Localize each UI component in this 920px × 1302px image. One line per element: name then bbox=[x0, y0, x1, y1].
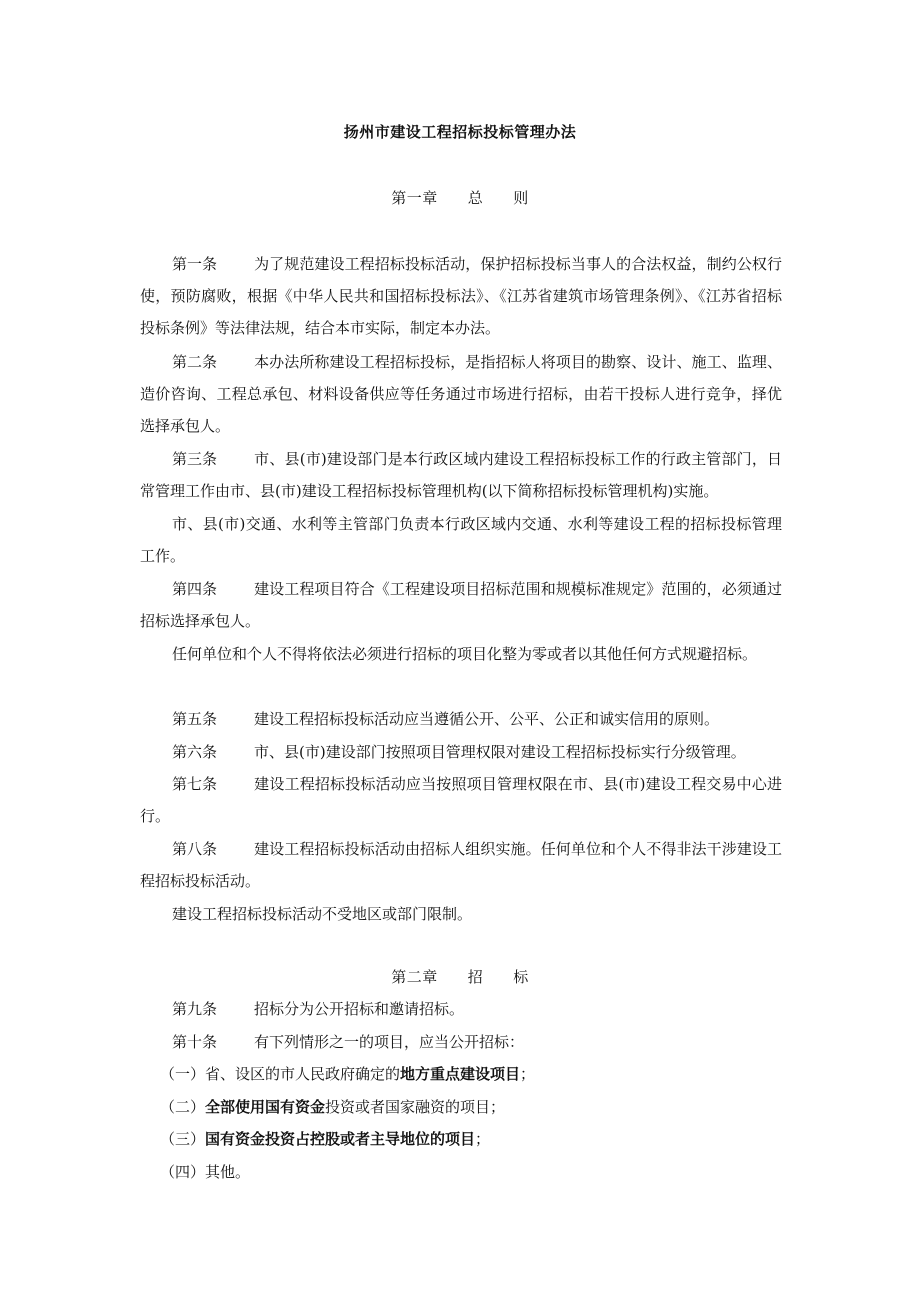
list-item-text-end: ； bbox=[475, 1130, 491, 1148]
article-number: 第八条 bbox=[172, 840, 218, 858]
chapter-2-heading bbox=[0, 966, 920, 987]
list-item-bold: 地方重点建设项目 bbox=[400, 1065, 521, 1083]
list-item-text: （一）省、设区的市人民政府确定的 bbox=[160, 1065, 401, 1083]
article-8 bbox=[140, 833, 782, 897]
chapter-2-title-part2: 标 bbox=[513, 968, 529, 986]
article-text: 为了规范建设工程招标投标活动，保护招标投标当事人的合法权益，制约公权行使，预防腐败，根据《中华人民共和国招标投标法》、《江苏省建筑市场管理条例》、《江苏省招标投标条例》等法律法规，结合本市实际，制定本办法。 bbox=[140, 255, 782, 337]
article-text: 建设工程招标投标活动由招标人组织实施。任何单位和个人不得非法干涉建设工程招标投标活动。 bbox=[140, 840, 782, 890]
article-3 bbox=[140, 443, 782, 507]
article-text: 有下列情形之一的项目，应当公开招标： bbox=[254, 1033, 525, 1051]
article-number: 第一条 bbox=[172, 255, 218, 273]
article-text: 本办法所称建设工程招标投标，是指招标人将项目的勘察、设计、施工、监理、造价咨询、工程总承包、材料设备供应等任务通过市场进行招标，由若干投标人进行竞争，择优选择承包人。 bbox=[140, 353, 782, 435]
article-4-paragraph-2: 任何单位和个人不得将依法必须进行招标的项目化整为零或者以其他任何方式规避招标。 bbox=[172, 645, 758, 663]
article-text: 市、县(市)建设部门按照项目管理权限对建设工程招标投标实行分级管理。 bbox=[254, 743, 746, 761]
article-text: 建设工程招标投标活动应当按照项目管理权限在市、县(市)建设工程交易中心进行。 bbox=[140, 775, 782, 825]
article-text: 市、县(市)建设部门是本行政区域内建设工程招标投标工作的行政主管部门，日常管理工作由市、县(市)建设工程招标投标管理机构(以下简称招标投标管理机构)实施。 bbox=[140, 450, 782, 500]
article-number: 第六条 bbox=[172, 743, 218, 761]
document-title: 扬州市建设工程招标投标管理办法 bbox=[343, 123, 577, 141]
article-3-paragraph-2: 市、县(市)交通、水利等主管部门负责本行政区域内交通、水利等建设工程的招标投标管理工作。 bbox=[140, 515, 782, 565]
article-4 bbox=[140, 573, 782, 637]
list-item-bold: 国有资金投资占控股或者主导地位的项目 bbox=[205, 1130, 476, 1148]
article-text: 招标分为公开招标和邀请招标。 bbox=[254, 1000, 465, 1018]
list-item-1 bbox=[160, 1058, 535, 1090]
chapter-1-title-part2: 则 bbox=[513, 189, 529, 207]
list-item-text-end: ； bbox=[520, 1065, 536, 1083]
article-number: 第二条 bbox=[172, 353, 218, 371]
article-5 bbox=[140, 703, 782, 735]
chapter-2-title-part1: 招 bbox=[467, 968, 484, 986]
article-number: 第七条 bbox=[172, 775, 218, 793]
chapter-1-heading bbox=[0, 187, 920, 208]
article-text: 建设工程项目符合《工程建设项目招标范围和规模标准规定》范围的，必须通过招标选择承包人。 bbox=[140, 580, 782, 630]
list-item-bold: 全部使用国有资金 bbox=[205, 1098, 326, 1116]
list-item-text: （二） bbox=[160, 1098, 206, 1116]
list-item-text-end: 投资或者国家融资的项目； bbox=[325, 1098, 506, 1116]
chapter-1-number: 第一章 bbox=[391, 189, 438, 207]
list-item-4: （四）其他。 bbox=[160, 1163, 251, 1181]
article-6 bbox=[140, 736, 782, 768]
chapter-2-number: 第二章 bbox=[391, 968, 438, 986]
article-7 bbox=[140, 768, 782, 832]
article-number: 第五条 bbox=[172, 710, 218, 728]
article-8-paragraph-2: 建设工程招标投标活动不受地区或部门限制。 bbox=[172, 905, 473, 923]
chapter-1-title-part1: 总 bbox=[467, 189, 484, 207]
article-10 bbox=[140, 1026, 782, 1058]
list-item-3 bbox=[160, 1123, 490, 1155]
article-2 bbox=[140, 346, 782, 442]
article-number: 第三条 bbox=[172, 450, 218, 468]
article-text: 建设工程招标投标活动应当遵循公开、公平、公正和诚实信用的原则。 bbox=[254, 710, 720, 728]
article-9 bbox=[140, 993, 782, 1025]
article-1 bbox=[140, 248, 782, 344]
article-number: 第十条 bbox=[172, 1033, 218, 1051]
article-number: 第四条 bbox=[172, 580, 218, 598]
article-number: 第九条 bbox=[172, 1000, 218, 1018]
list-item-text: （三） bbox=[160, 1130, 206, 1148]
list-item-2 bbox=[160, 1091, 505, 1123]
